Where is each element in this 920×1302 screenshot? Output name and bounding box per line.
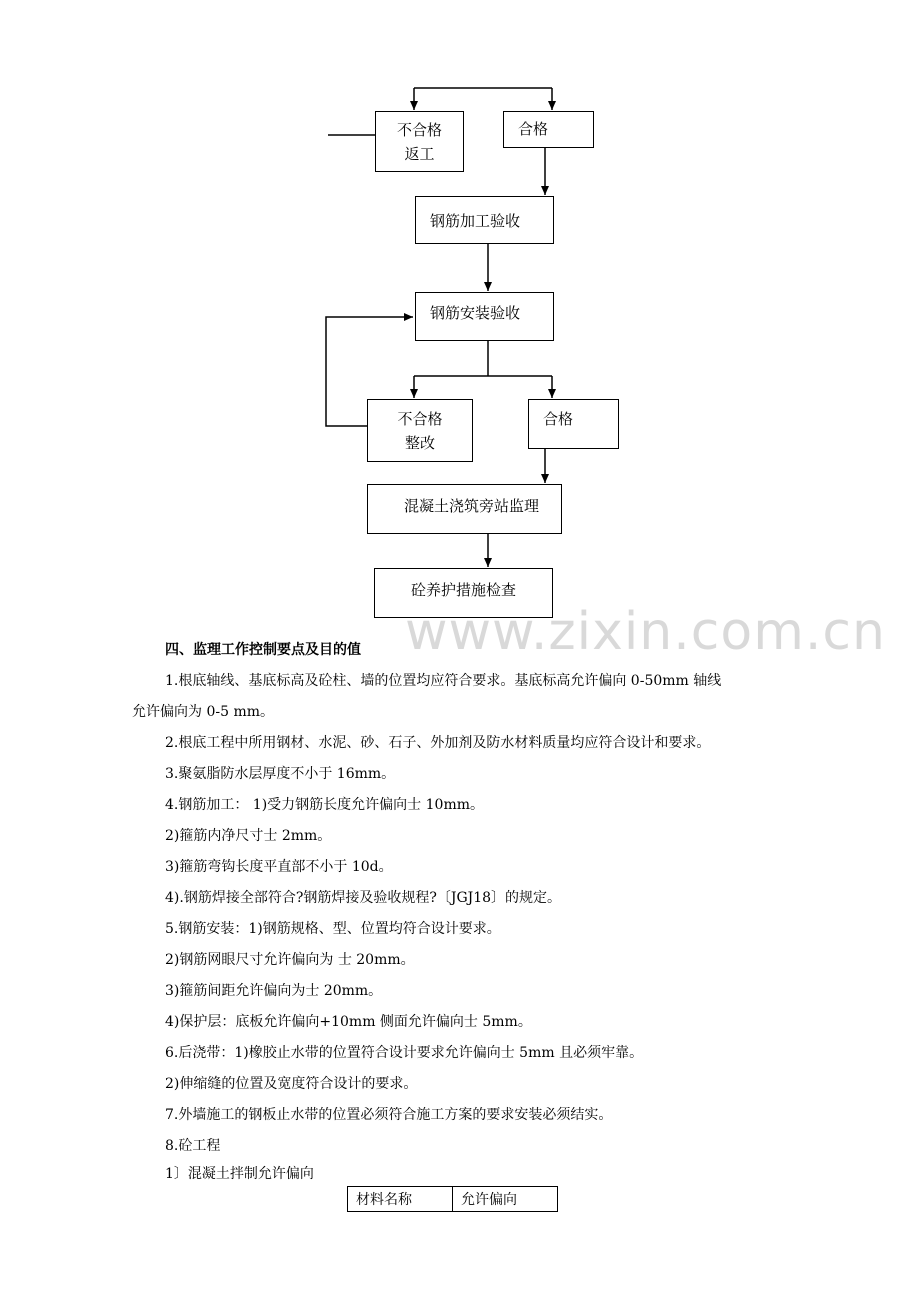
text-line: 2)伸缩缝的位置及宽度符合设计的要求。 [165,1076,418,1092]
text-line: 6.后浇带：1)橡胶止水带的位置符合设计要求允许偏向士 5mm 且必须牢靠。 [165,1045,644,1061]
text-line: 3.聚氨脂防水层厚度不小于 16mm。 [165,766,396,782]
fail-rectify-label-2: 整改 [404,434,435,452]
fail-rework-label-2: 返工 [404,145,435,163]
rebar-processing-label: 钢筋加工验收 [430,212,521,230]
pass-bottom-box [528,399,619,449]
rebar-processing-box [415,196,554,244]
text-line: 4.钢筋加工： 1)受力钢筋长度允许偏向士 10mm。 [165,797,484,813]
text-line: 5.钢筋安装：1)钢筋规格、型、位置均符合设计要求。 [165,921,501,937]
fail-rework-label-1: 不合格 [396,121,442,139]
text-line: 4)保护层：底板允许偏向+10mm 侧面允许偏向士 5mm。 [165,1014,532,1030]
rebar-installation-box [415,292,554,341]
fail-rectify-label-1: 不合格 [397,410,443,428]
text-line: 7.外墙施工的钢板止水带的位置必须符合施工方案的要求安装必须结实。 [165,1107,613,1123]
text-line: 3)箍筋间距允许偏向为士 20mm。 [165,983,383,999]
curing-check-label: 砼养护措施检查 [411,581,517,599]
text-line: 2.根底工程中所用钢材、水泥、砂、石子、外加剂及防水材料质量均应符合设计和要求。 [165,735,711,751]
text-line: 4).钢筋焊接全部符合?钢筋焊接及验收规程?〔JGJ18〕的规定。 [165,890,562,906]
fail-rectify-box [367,399,473,462]
text-line: 2)箍筋内净尺寸士 2mm。 [165,828,332,844]
text-line: 3)箍筋弯钩长度平直部不小于 10d。 [165,859,393,875]
table-header-cell: 允许偏向 [453,1187,558,1212]
concrete-supervision-box [367,484,562,534]
rebar-installation-label: 钢筋安装验收 [430,304,521,322]
concrete-supervision-label: 混凝土浇筑旁站监理 [404,497,540,515]
watermark: www.zixin.com.cn [405,602,886,662]
text-line: 1.根底轴线、基底标高及砼柱、墙的位置均应符合要求。基底标高允许偏向 0-50mm 轴线 [165,673,722,689]
pass-top-box [503,111,594,148]
section-heading: 四、监理工作控制要点及目的值 [165,642,361,658]
table-header-row [348,1187,558,1212]
tolerance-table [347,1186,558,1212]
pass-top-label: 合格 [518,120,549,138]
table-header-cell: 材料名称 [348,1187,453,1212]
pass-bottom-label: 合格 [543,410,574,428]
text-line: 允许偏向为 0-5 mm。 [132,704,274,720]
text-line: 8.砼工程 [165,1138,221,1154]
text-line: 1〕混凝土拌制允许偏向 [165,1166,314,1182]
text-line: 2)钢筋网眼尺寸允许偏向为 士 20mm。 [165,952,415,968]
fail-rework-box [375,111,464,172]
